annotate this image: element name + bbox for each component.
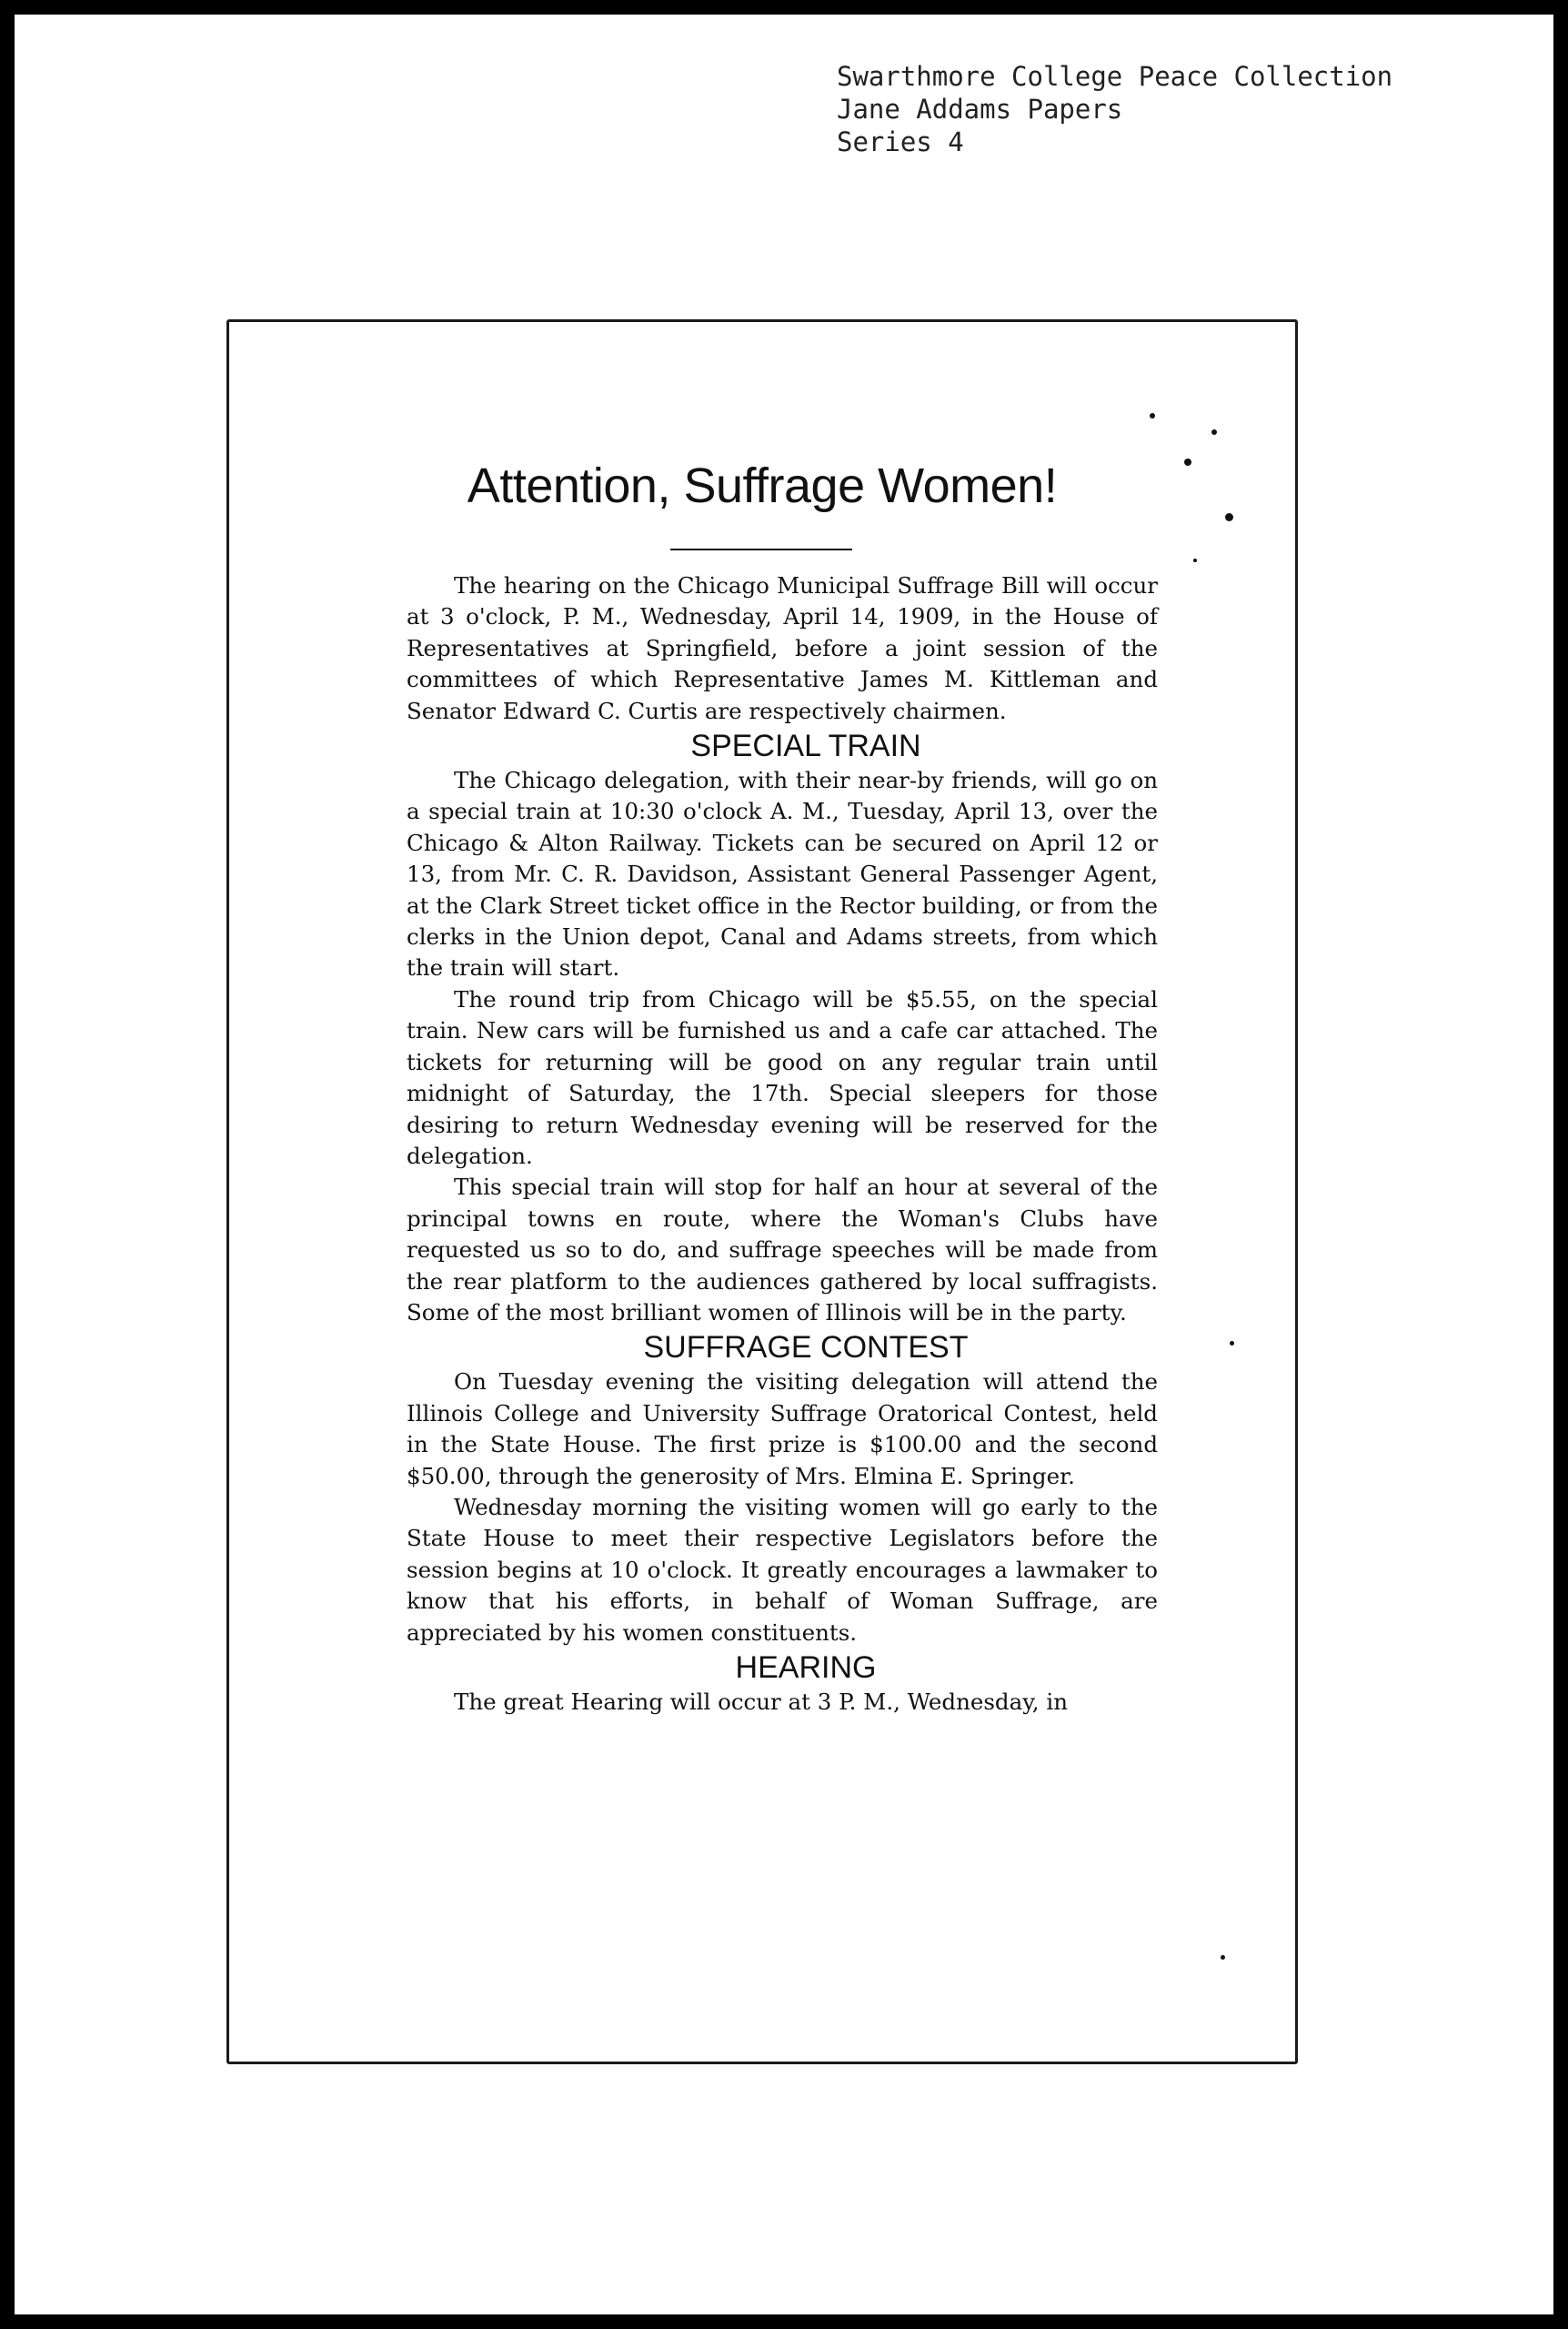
heading-special-train: SPECIAL TRAIN	[690, 729, 921, 764]
paragraph: Wednesday morning the visiting women will go early to the State House to meet their respective Legislators before the session begins at 10 o'clock. It greatly encourages a lawmaker to know that his efforts, in behalf of Woman Suffrage, are appreciated by his women constituents.	[407, 1493, 1158, 1646]
ink-speck	[1221, 1955, 1225, 1960]
title-rule	[670, 549, 852, 550]
paragraph: The Chicago delegation, with their near-by friends, will go on a special train at 10:30 o'clock A. M., Tuesday, April 13, over the Chicago & Alton Railway. Tickets can be secured on April 12 or 13, from Mr. C. R. Davidson, Assistant General Passenger Agent, at the Clark Street ticket office in the Rector building, or from the clerks in the Union depot, Canal and Adams streets, from which the train will start.	[407, 767, 1158, 982]
scanned-page	[15, 15, 1553, 2314]
ink-speck	[1225, 513, 1233, 521]
ink-speck	[1150, 413, 1155, 418]
archive-collection: Swarthmore College Peace Collection	[837, 61, 1393, 92]
ink-speck	[1193, 559, 1197, 562]
paragraph: This special train will stop for half an hour at several of the principal towns en route, where the Woman's Clubs have requested us so to do, and suffrage speeches will be made from the rear platform to the audiences gathered by local suffragists. Some of the most brilliant women of Illinois will be in the party.	[407, 1174, 1158, 1326]
ink-speck	[1230, 1341, 1234, 1346]
ink-speck	[1211, 429, 1217, 435]
paragraph: On Tuesday evening the visiting delegation will attend the Illinois College and University Suffrage Oratorical Contest, held in the State House. The first prize is $100.00 and the second $50.00, through the generosity of Mrs. Elmina E. Springer.	[407, 1368, 1158, 1489]
paragraph: The round trip from Chicago will be $5.55, on the special train. New cars will be furnished us and a cafe car attached. The tickets for returning will be good on any regular train until midnight of Saturday, the 17th. Special sleepers for those desiring to return Wednesday evening will be reserved for the delegation.	[407, 985, 1158, 1169]
archive-papers: Jane Addams Papers	[837, 94, 1123, 125]
intro-paragraph: The hearing on the Chicago Municipal Suffrage Bill will occur at 3 o'clock, P. M., Wednesday, April 14, 1909, in the House of Representatives at Springfield, before a joint session of the committees of which Representative James M. Kittleman and Senator Edward C. Curtis are respectively chairmen.	[407, 572, 1158, 724]
paragraph: The great Hearing will occur at 3 P. M., Wednesday, in	[454, 1689, 1068, 1715]
archive-label	[837, 60, 1392, 158]
heading-suffrage-contest: SUFFRAGE CONTEST	[643, 1330, 969, 1366]
archive-series: Series 4	[837, 126, 964, 157]
heading-hearing: HEARING	[735, 1650, 877, 1685]
flyer	[226, 319, 1298, 2064]
flyer-title: Attention, Suffrage Women!	[467, 459, 1058, 513]
flyer-body	[407, 570, 1158, 1718]
